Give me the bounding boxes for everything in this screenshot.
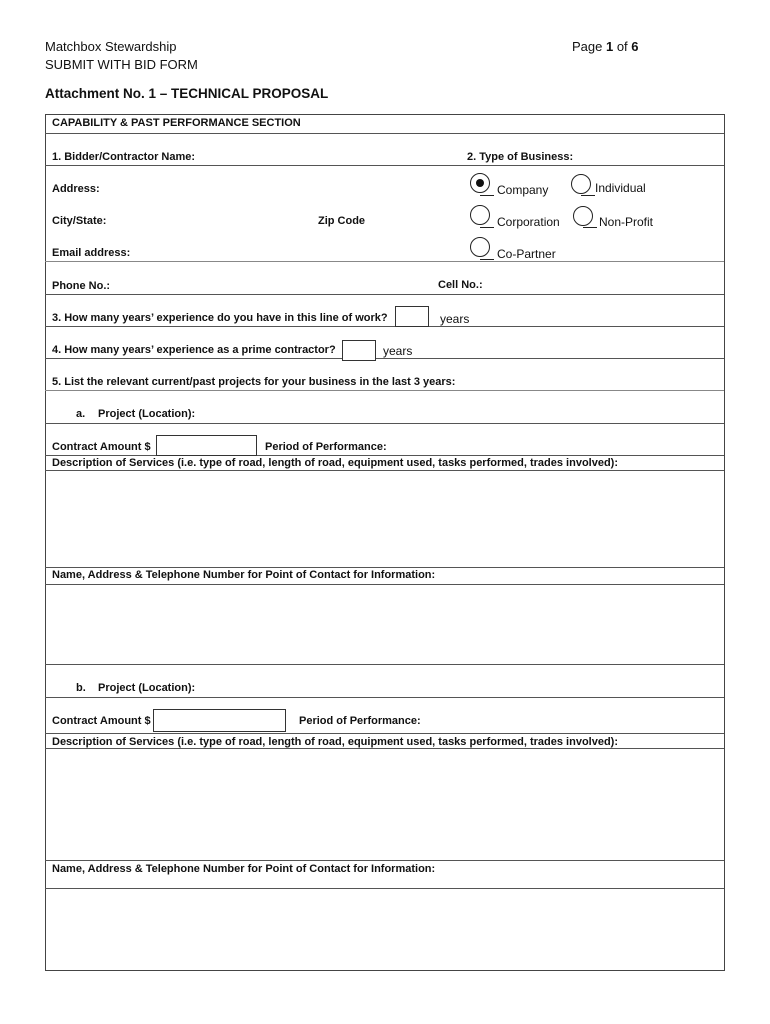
prime-contractor-years-input[interactable]	[342, 340, 376, 361]
question-5-label: 5. List the relevant current/past projects for your business in the last 3 years:	[52, 376, 456, 388]
company-label: Company	[497, 183, 549, 197]
project-a-contract-amount-input[interactable]	[156, 435, 257, 456]
divider	[45, 748, 724, 749]
section-title: CAPABILITY & PAST PERFORMANCE SECTION	[52, 117, 301, 129]
non-profit-label: Non-Profit	[599, 215, 654, 229]
non-profit-underline	[583, 227, 597, 228]
city-state-label: City/State:	[52, 215, 107, 227]
divider	[45, 697, 724, 698]
divider	[45, 584, 724, 585]
divider	[45, 133, 724, 134]
corporation-radio[interactable]	[470, 205, 490, 225]
non-profit-radio[interactable]	[573, 206, 593, 226]
page-current: 1	[605, 39, 614, 54]
project-a-description-label: Description of Services (i.e. type of road, length of road, equipment used, tasks performed, trades involved):	[52, 457, 619, 469]
project-a-marker: a.	[76, 408, 86, 420]
corporation-underline	[480, 227, 494, 228]
page-title: Attachment No. 1 – TECHNICAL PROPOSAL	[45, 86, 329, 101]
company-radio[interactable]	[470, 173, 490, 193]
org-name: Matchbox Stewardship	[45, 39, 177, 54]
divider	[45, 390, 724, 391]
zip-code-label: Zip Code	[318, 215, 366, 227]
radio-selected-dot	[476, 179, 484, 187]
bidder-name-label: 1. Bidder/Contractor Name:	[52, 151, 196, 163]
divider	[45, 470, 724, 471]
project-b-marker: b.	[76, 682, 86, 694]
company-underline	[480, 195, 494, 196]
divider	[45, 733, 724, 734]
divider	[45, 455, 724, 456]
co-partner-label: Co-Partner	[497, 247, 556, 261]
project-a-contract-label: Contract Amount $	[52, 441, 151, 453]
type-of-business-label: 2. Type of Business:	[467, 151, 574, 163]
form-frame	[45, 114, 725, 971]
project-a-period-label: Period of Performance:	[265, 441, 387, 453]
question-4-label: 4. How many years’ experience as a prime contractor?	[52, 344, 336, 356]
corporation-label: Corporation	[497, 215, 560, 229]
individual-underline	[581, 195, 595, 196]
project-a-location-label: Project (Location):	[98, 408, 196, 420]
page-of: of	[613, 39, 632, 54]
project-b-period-label: Period of Performance:	[299, 715, 421, 727]
divider	[45, 326, 724, 327]
project-b-contact-label: Name, Address & Telephone Number for Point of Contact for Information:	[52, 863, 436, 875]
project-b-description-label: Description of Services (i.e. type of road, length of road, equipment used, tasks performed, trades involved):	[52, 736, 619, 748]
divider	[45, 423, 724, 424]
divider	[45, 358, 724, 359]
divider	[45, 860, 724, 861]
page-prefix: Page	[572, 39, 606, 54]
individual-radio[interactable]	[571, 174, 591, 194]
page-number	[572, 39, 639, 54]
divider	[45, 165, 724, 166]
co-partner-underline	[480, 259, 494, 260]
q4-years-unit: years	[383, 344, 413, 358]
address-label: Address:	[52, 183, 100, 195]
divider	[45, 294, 724, 295]
divider	[45, 664, 724, 665]
cell-label: Cell No.:	[438, 279, 483, 291]
project-b-contract-label: Contract Amount $	[52, 715, 151, 727]
individual-label: Individual	[595, 181, 646, 195]
divider	[45, 567, 724, 568]
question-3-label: 3. How many years’ experience do you have in this line of work?	[52, 312, 388, 324]
project-a-contact-label: Name, Address & Telephone Number for Point of Contact for Information:	[52, 569, 436, 581]
email-label: Email address:	[52, 247, 131, 259]
phone-label: Phone No.:	[52, 280, 111, 292]
project-b-contract-amount-input[interactable]	[153, 709, 286, 732]
divider	[45, 888, 724, 889]
co-partner-radio[interactable]	[470, 237, 490, 257]
q3-years-unit: years	[440, 312, 470, 326]
page-total: 6	[631, 39, 639, 54]
project-b-location-label: Project (Location):	[98, 682, 196, 694]
submit-note: SUBMIT WITH BID FORM	[45, 57, 198, 72]
divider	[45, 261, 724, 262]
years-experience-input[interactable]	[395, 306, 429, 327]
